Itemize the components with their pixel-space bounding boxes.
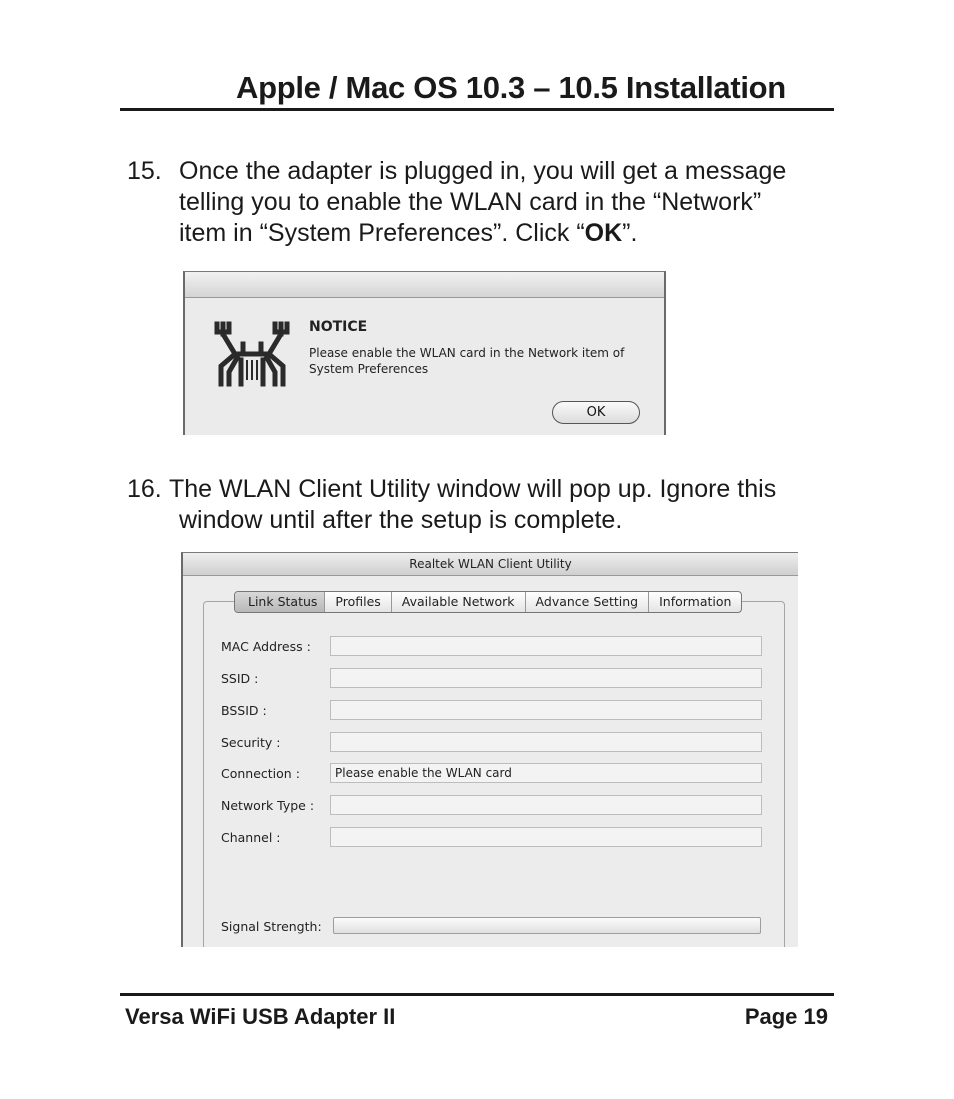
step-text-suffix: ”. — [622, 219, 638, 247]
notice-message-line: Please enable the WLAN card in the Network item of — [309, 346, 625, 360]
step-text-line: Once the adapter is plugged in, you will get a message — [179, 157, 787, 185]
step-text-bold: OK — [584, 219, 623, 247]
header-rule — [120, 108, 834, 111]
tab-information[interactable]: Information — [659, 594, 732, 609]
signal-strength-label: Signal Strength: — [221, 919, 322, 934]
tab-bar — [234, 591, 742, 613]
ssid-field — [330, 668, 762, 688]
footer-product: Versa WiFi USB Adapter II — [125, 1004, 396, 1029]
window-title: Realtek WLAN Client Utility — [183, 553, 798, 576]
step-text-line: The WLAN Client Utility window will pop up. Ignore this — [169, 475, 777, 503]
connection-label: Connection : — [221, 766, 300, 781]
bssid-label: BSSID : — [221, 703, 267, 718]
notice-dialog — [183, 271, 666, 435]
wlan-utility-window — [181, 552, 798, 947]
channel-label: Channel : — [221, 830, 281, 845]
notice-message-line: System Preferences — [309, 362, 429, 376]
step-16 — [127, 474, 837, 538]
step-15 — [127, 156, 837, 251]
footer-page-number: Page 19 — [744, 1004, 828, 1029]
step-text-line — [179, 218, 637, 249]
channel-field — [330, 827, 762, 847]
ssid-label: SSID : — [221, 671, 259, 686]
footer-rule — [120, 993, 834, 996]
tab-advance-setting[interactable]: Advance Setting — [526, 592, 650, 612]
step-number: 15. — [127, 157, 162, 185]
bssid-field — [330, 700, 762, 720]
step-number: 16. — [127, 475, 162, 503]
ok-button[interactable]: OK — [552, 401, 640, 424]
network-type-label: Network Type : — [221, 798, 315, 813]
network-type-field — [330, 795, 762, 815]
step-text-line: window until after the setup is complete. — [179, 506, 623, 534]
tab-link-status[interactable]: Link Status — [235, 592, 325, 612]
notice-message — [309, 345, 639, 377]
notice-heading: NOTICE — [309, 319, 368, 335]
security-label: Security : — [221, 735, 281, 750]
dialog-titlebar — [185, 272, 664, 298]
tab-available-network[interactable]: Available Network — [392, 592, 526, 612]
connection-field: Please enable the WLAN card — [330, 763, 762, 783]
step-text-line: telling you to enable the WLAN card in the “Network” — [179, 188, 762, 216]
page-title: Apple / Mac OS 10.3 – 10.5 Installation — [236, 70, 786, 105]
realtek-crab-icon — [213, 320, 291, 388]
step-text-prefix: item in “System Preferences”. Click “ — [179, 219, 585, 247]
mac-address-label: MAC Address : — [221, 639, 311, 654]
tab-profiles[interactable]: Profiles — [325, 592, 391, 612]
security-field — [330, 732, 762, 752]
signal-strength-bar — [333, 917, 761, 934]
mac-address-field — [330, 636, 762, 656]
